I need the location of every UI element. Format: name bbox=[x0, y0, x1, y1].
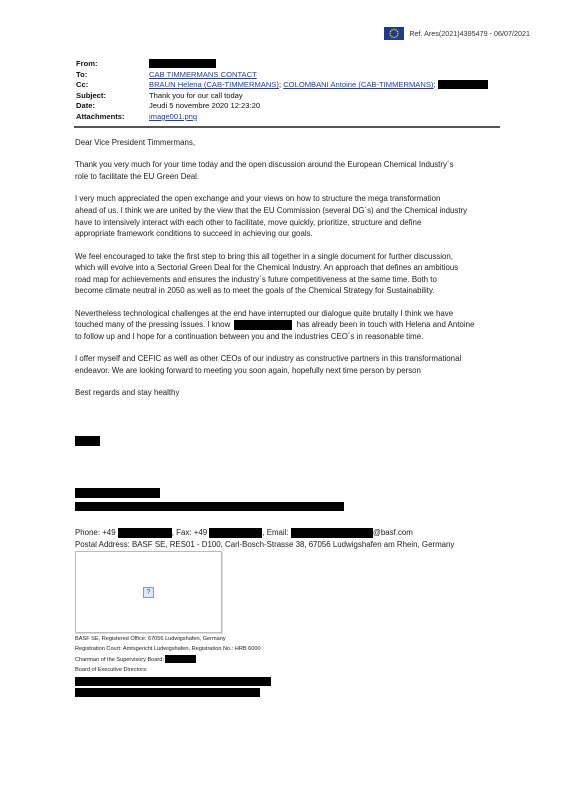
redacted-fax bbox=[209, 528, 262, 538]
date-label: Date: bbox=[76, 101, 95, 111]
paragraph-4-line-1: Nevertheless technological challenges at the end have interrupted our dialogue quite brutally I think we have bbox=[75, 308, 454, 318]
header-from bbox=[76, 59, 488, 70]
header-divider bbox=[74, 126, 500, 128]
email-body bbox=[75, 137, 495, 399]
header-subject bbox=[76, 91, 488, 102]
footer-line-4: Board of Executive Directors: bbox=[75, 667, 148, 674]
redacted-phone bbox=[118, 528, 172, 538]
paragraph-4-text-a: touched many of the pressing issues. I know bbox=[75, 320, 231, 330]
header-cc bbox=[76, 80, 488, 91]
email-prefix: , Email: bbox=[262, 528, 289, 537]
contact-block bbox=[75, 527, 454, 550]
embedded-image-frame bbox=[75, 551, 222, 633]
footer-line-1: BASF SE, Registered Office: 67056 Ludwigshafen, Germany bbox=[75, 636, 226, 642]
to-label: To: bbox=[76, 69, 88, 79]
attachment-link[interactable]: image001.png bbox=[149, 111, 198, 121]
paragraph-2: I very much appreciated the open exchange and your views on how to structure the mega transformation ahead of us. I think we are united by the view that the EU Commission (several DG´s) and the Chemical industry have to intensively interact with each other to facilitate, move quickly, prioritize, structure and define appropriate framework conditions to succeed in achieving our goals. bbox=[75, 194, 468, 239]
contact-line bbox=[75, 527, 454, 539]
redacted-cc bbox=[438, 80, 488, 89]
subject-value: Thank you for our call today bbox=[149, 90, 243, 100]
cc-label: Cc: bbox=[76, 80, 89, 90]
redacted-sender bbox=[149, 59, 216, 68]
redacted-board-2 bbox=[75, 688, 260, 697]
reference-number: Ref. Ares(2021)4395479 - 06/07/2021 bbox=[409, 29, 530, 38]
subject-label: Subject: bbox=[76, 90, 106, 100]
cc-separator: ; bbox=[278, 80, 284, 90]
cc-recipient-link-2[interactable]: COLOMBANI Antoine (CAB-TIMMERMANS) bbox=[283, 80, 434, 90]
broken-image-icon: ? bbox=[143, 587, 154, 598]
footer-chairman-label: Chairman of the Supervisory Board: bbox=[75, 656, 164, 663]
postal-address: Postal Address: BASF SE, RES01 - D100, Carl-Bosch-Strasse 38, 67056 Ludwigshafen am Rhein, Germany bbox=[75, 539, 455, 549]
redacted-name bbox=[234, 320, 292, 330]
paragraph-1: Thank you very much for your time today and the open discussion around the European Chemical Industry´s role to facilitate the EU Green Deal. bbox=[75, 160, 454, 181]
footer-line-2: Registration Court: Amtsgericht Ludwigshafen, Registration No.: HRB 6000 bbox=[75, 646, 261, 653]
eu-flag-icon bbox=[384, 27, 404, 40]
from-label: From: bbox=[76, 59, 98, 68]
redacted-sender-name bbox=[75, 488, 160, 498]
paragraph-4-text-b: has already been in touch with Helena and Antoine bbox=[296, 320, 475, 330]
redacted-board-1 bbox=[75, 677, 271, 686]
closing: Best regards and stay healthy bbox=[75, 388, 180, 398]
cc-recipient-link-1[interactable]: BRAUN Helena (CAB-TIMMERMANS) bbox=[149, 80, 279, 90]
redacted-sender-title bbox=[75, 502, 344, 511]
reference-bar bbox=[384, 27, 530, 40]
company-footer bbox=[75, 634, 261, 676]
redacted-chairman bbox=[165, 655, 196, 663]
header-date bbox=[76, 101, 488, 112]
redacted-email bbox=[291, 528, 373, 538]
to-recipient-link[interactable]: CAB TIMMERMANS CONTACT bbox=[149, 69, 257, 79]
salutation: Dear Vice President Timmermans, bbox=[75, 138, 196, 147]
fax-prefix: , Fax: +49 bbox=[171, 528, 208, 537]
email-domain: @basf.com bbox=[372, 528, 413, 537]
paragraph-5: I offer myself and CEFIC as well as other CEOs of our industry as constructive partners in this transformational endeavor. We are looking forward to meeting you soon again, hopefully next time person by person bbox=[75, 354, 462, 375]
paragraph-4-line-2 bbox=[75, 319, 495, 331]
footer-line-3 bbox=[75, 655, 261, 665]
attachments-label: Attachments: bbox=[76, 111, 125, 121]
redacted-signature bbox=[75, 436, 100, 446]
paragraph-4 bbox=[75, 308, 495, 343]
paragraph-4-line-3: to follow up and I hope for a continuation between you and the industries CEO´s in reasonable time. bbox=[75, 331, 424, 341]
header-to bbox=[76, 70, 488, 81]
phone-prefix: Phone: +49 bbox=[75, 528, 116, 537]
header-attachments bbox=[76, 112, 488, 123]
paragraph-3: We feel encouraged to take the first step to bring this all together in a single document for further discussion, which will evolve into a Sectorial Green Deal for the Chemical Industry. An approach that defines an ambitious road map for achievements and ensures the industry´s future competitiveness at the same time. Both to become climate neutral in 2050 as well as to meet the goals of the Chemical Strategy for Sustainability. bbox=[75, 251, 459, 296]
email-headers bbox=[76, 59, 488, 123]
date-value: Jeudi 5 novembre 2020 12:23:20 bbox=[149, 101, 261, 111]
cc-separator: ; bbox=[433, 80, 438, 90]
